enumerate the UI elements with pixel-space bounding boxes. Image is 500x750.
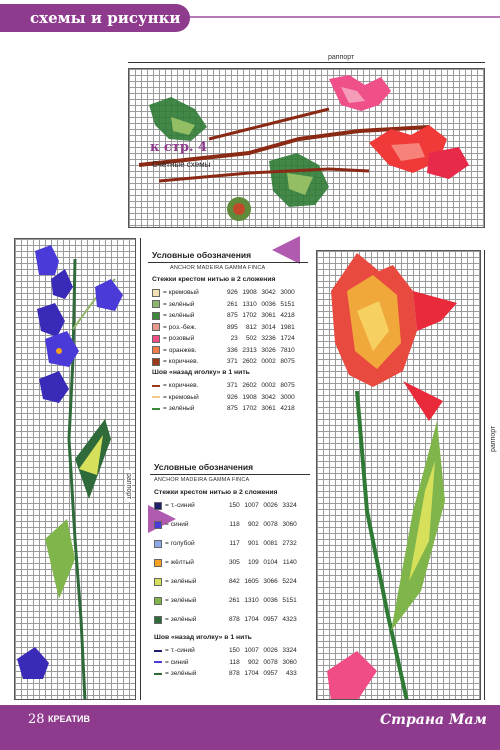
thread-code: 0002 bbox=[261, 382, 276, 389]
legend-row bbox=[152, 392, 295, 403]
thread-code: 2732 bbox=[282, 540, 297, 547]
thread-code: 5224 bbox=[282, 578, 297, 585]
equals-sign: = bbox=[163, 300, 167, 308]
stitch-line-swatch bbox=[152, 408, 160, 410]
thread-code: 875 bbox=[226, 405, 238, 412]
thread-color-name: розовый bbox=[168, 335, 195, 342]
thread-code: 878 bbox=[228, 616, 240, 623]
thread-code: 3042 bbox=[261, 393, 276, 401]
thread-code: 261 bbox=[228, 597, 240, 604]
thread-color-name: кремовый bbox=[168, 289, 199, 296]
brand-anchor: ANCHOR bbox=[170, 265, 196, 271]
thread-code: 1310 bbox=[242, 300, 257, 308]
legend-row bbox=[154, 557, 297, 568]
thread-code: 3060 bbox=[282, 521, 297, 528]
page-reference-subtitle: Счётные схемы bbox=[152, 160, 211, 169]
legend1-title: Условные обозначения bbox=[152, 250, 252, 260]
thread-code: 1310 bbox=[244, 597, 259, 604]
thread-code: 926 bbox=[226, 393, 238, 401]
thread-color-name: синий bbox=[170, 658, 189, 666]
thread-code: 2602 bbox=[242, 382, 257, 389]
thread-code: 118 bbox=[229, 658, 240, 666]
legend2-title: Условные обозначения bbox=[154, 462, 254, 472]
thread-code: 109 bbox=[247, 559, 259, 566]
thread-color-name: синий bbox=[170, 521, 189, 528]
legend-row bbox=[152, 299, 295, 310]
thread-code: 1605 bbox=[244, 578, 259, 585]
pattern-chart-bellflower bbox=[14, 238, 136, 700]
legend2-rule bbox=[150, 474, 310, 475]
equals-sign: = bbox=[165, 647, 169, 654]
thread-code: 117 bbox=[229, 540, 240, 547]
legend-row bbox=[152, 356, 295, 367]
thread-color-name: кремовый bbox=[168, 393, 199, 401]
legend-row bbox=[152, 380, 295, 391]
legend-row bbox=[152, 287, 295, 298]
thread-code: 1140 bbox=[282, 559, 297, 566]
equals-sign: = bbox=[163, 358, 167, 365]
thread-code: 1007 bbox=[244, 502, 259, 509]
rapport-line-right bbox=[484, 250, 485, 700]
thread-code: 2313 bbox=[242, 346, 257, 354]
legend2-back-title: Шов «назад иголку» в 1 нить bbox=[154, 634, 252, 641]
thread-code: 875 bbox=[226, 312, 238, 319]
color-swatch bbox=[154, 597, 162, 605]
thread-code: 0026 bbox=[263, 502, 278, 509]
thread-code: 3236 bbox=[261, 335, 276, 342]
thread-code: 3000 bbox=[280, 393, 295, 401]
legend-row bbox=[152, 403, 295, 414]
equals-sign: = bbox=[165, 658, 169, 666]
rapport-line-top bbox=[128, 62, 485, 63]
thread-code: 8075 bbox=[280, 382, 295, 389]
magazine-name: КРЕАТИВ bbox=[48, 714, 91, 724]
thread-code: 3061 bbox=[261, 312, 276, 319]
page-number: 28 bbox=[28, 712, 45, 727]
brand-madeira: MADEIRA bbox=[180, 477, 207, 483]
thread-code: 1702 bbox=[242, 405, 257, 412]
rapport-label-right: раппорт bbox=[490, 423, 497, 455]
equals-sign: = bbox=[165, 670, 169, 677]
thread-code: 1981 bbox=[280, 323, 295, 331]
legend-bellflower bbox=[150, 462, 310, 682]
thread-code: 0957 bbox=[263, 670, 278, 677]
thread-color-name: зелёный bbox=[168, 312, 195, 319]
thread-color-name: зелёный bbox=[170, 616, 197, 623]
color-swatch bbox=[154, 578, 162, 586]
section-title: схемы и рисунки bbox=[30, 9, 181, 27]
legend-tulip-cyclamen bbox=[148, 248, 308, 448]
thread-code: 0957 bbox=[263, 616, 278, 623]
legend1-brands bbox=[170, 265, 265, 271]
thread-color-name: зелёный bbox=[170, 670, 197, 677]
thread-code: 1724 bbox=[280, 335, 295, 342]
color-swatch bbox=[152, 335, 160, 343]
thread-code: 305 bbox=[228, 559, 240, 566]
legend-row bbox=[152, 345, 295, 356]
thread-code: 23 bbox=[230, 335, 238, 342]
legend1-cross-title: Стежки крестом нитью в 2 сложения bbox=[152, 276, 276, 283]
thread-code: 261 bbox=[226, 300, 238, 308]
thread-code: 371 bbox=[226, 358, 238, 365]
thread-code: 4218 bbox=[280, 405, 295, 412]
thread-code: 502 bbox=[245, 335, 257, 342]
thread-code: 901 bbox=[247, 540, 259, 547]
thread-code: 812 bbox=[245, 323, 257, 331]
thread-code: 336 bbox=[226, 346, 238, 354]
thread-code: 0104 bbox=[263, 559, 278, 566]
color-swatch bbox=[152, 289, 160, 297]
legend-row bbox=[154, 614, 297, 625]
thread-code: 3061 bbox=[261, 405, 276, 412]
equals-sign: = bbox=[165, 559, 169, 566]
legend-row bbox=[154, 538, 297, 549]
thread-code: 7810 bbox=[280, 346, 295, 354]
equals-sign: = bbox=[165, 521, 169, 528]
equals-sign: = bbox=[163, 382, 167, 389]
equals-sign: = bbox=[163, 405, 167, 412]
thread-code: 0078 bbox=[263, 521, 278, 528]
thread-code: 433 bbox=[285, 670, 297, 677]
thread-color-name: т.-синий bbox=[170, 502, 195, 509]
legend2-back-rows bbox=[154, 645, 310, 681]
color-swatch bbox=[154, 502, 162, 510]
equals-sign: = bbox=[165, 578, 169, 585]
rapport-label-top: раппорт bbox=[325, 54, 357, 61]
legend-row bbox=[154, 645, 297, 656]
header-rule bbox=[190, 16, 500, 18]
thread-code: 3042 bbox=[261, 289, 276, 296]
thread-code: 1702 bbox=[242, 312, 257, 319]
thread-code: 1007 bbox=[244, 647, 259, 654]
equals-sign: = bbox=[163, 289, 167, 296]
thread-code: 3066 bbox=[263, 578, 278, 585]
thread-code: 5151 bbox=[282, 597, 297, 604]
brand-anchor: ANCHOR bbox=[154, 477, 180, 483]
thread-code: 2602 bbox=[242, 358, 257, 365]
legend1-rule bbox=[148, 262, 308, 263]
legend-row bbox=[154, 576, 297, 587]
brand-madeira: MADEIRA bbox=[196, 265, 223, 271]
rapport-line-left bbox=[140, 238, 141, 700]
thread-color-name: зелёный bbox=[168, 300, 195, 308]
thread-code: 1704 bbox=[244, 670, 259, 677]
thread-code: 3014 bbox=[261, 323, 276, 331]
page-reference: к стр. 4 bbox=[150, 140, 208, 155]
legend-row bbox=[154, 657, 297, 668]
thread-color-name: коричнев. bbox=[168, 358, 199, 365]
thread-code: 118 bbox=[229, 521, 240, 528]
thread-code: 0081 bbox=[263, 540, 278, 547]
equals-sign: = bbox=[163, 346, 167, 354]
watermark: Страна Мам bbox=[380, 712, 487, 728]
pattern-chart-tulip bbox=[316, 250, 481, 700]
equals-sign: = bbox=[163, 312, 167, 319]
thread-code: 926 bbox=[226, 289, 238, 296]
thread-code: 4218 bbox=[280, 312, 295, 319]
color-swatch bbox=[152, 358, 160, 366]
legend-row bbox=[152, 322, 295, 333]
thread-color-name: оранжев. bbox=[168, 346, 197, 354]
equals-sign: = bbox=[165, 502, 169, 509]
equals-sign: = bbox=[165, 597, 169, 604]
thread-code: 1908 bbox=[242, 393, 257, 401]
brand-finca: FINCA bbox=[231, 477, 250, 483]
legend-row bbox=[154, 519, 297, 530]
legend-row bbox=[152, 333, 295, 344]
legend-row bbox=[152, 310, 295, 321]
brand-gamma: GAMMA bbox=[224, 265, 247, 271]
legend2-brands bbox=[154, 477, 249, 483]
thread-color-name: зелёный bbox=[170, 597, 197, 604]
thread-code: 0078 bbox=[263, 658, 278, 666]
bellflower-motif bbox=[15, 239, 136, 700]
tulip-motif bbox=[317, 251, 481, 700]
legend-row bbox=[154, 595, 297, 606]
thread-code: 878 bbox=[228, 670, 240, 677]
thread-code: 902 bbox=[247, 521, 259, 528]
thread-code: 3324 bbox=[282, 502, 297, 509]
thread-code: 150 bbox=[228, 647, 240, 654]
stitch-line-swatch bbox=[154, 673, 162, 675]
thread-color-name: коричнев. bbox=[168, 382, 199, 389]
color-swatch bbox=[152, 323, 160, 331]
legend1-back-title: Шов «назад иголку» в 1 нить bbox=[152, 369, 250, 376]
legend2-cross-title: Стежки крестом нитью в 2 сложения bbox=[154, 489, 278, 496]
thread-code: 0036 bbox=[261, 300, 276, 308]
thread-code: 902 bbox=[247, 658, 259, 666]
thread-code: 1908 bbox=[242, 289, 257, 296]
thread-code: 150 bbox=[228, 502, 240, 509]
legend2-cross-rows bbox=[154, 500, 310, 623]
thread-color-name: жёлтый bbox=[170, 559, 194, 566]
color-swatch bbox=[154, 616, 162, 624]
thread-code: 3026 bbox=[261, 346, 276, 354]
thread-code: 8075 bbox=[280, 358, 295, 365]
color-swatch bbox=[154, 559, 162, 567]
thread-color-name: зелёный bbox=[170, 578, 197, 585]
equals-sign: = bbox=[163, 393, 167, 401]
stitch-line-swatch bbox=[154, 661, 162, 663]
stitch-line-swatch bbox=[154, 650, 162, 652]
stitch-line-swatch bbox=[152, 385, 160, 387]
legend1-cross-rows bbox=[152, 287, 308, 367]
thread-code: 3324 bbox=[282, 647, 297, 654]
rapport-label-left: раппорт bbox=[125, 470, 132, 502]
thread-code: 3060 bbox=[282, 658, 297, 666]
thread-code: 0026 bbox=[263, 647, 278, 654]
thread-code: 3000 bbox=[280, 289, 295, 296]
equals-sign: = bbox=[165, 540, 169, 547]
brand-finca: FINCA bbox=[247, 265, 266, 271]
thread-color-name: зелёный bbox=[168, 405, 195, 412]
color-swatch bbox=[152, 312, 160, 320]
brand-gamma: GAMMA bbox=[208, 477, 231, 483]
legend1-back-rows bbox=[152, 380, 308, 416]
thread-code: 0002 bbox=[261, 358, 276, 365]
equals-sign: = bbox=[165, 616, 169, 623]
legend-row bbox=[154, 668, 297, 679]
color-swatch bbox=[154, 540, 162, 548]
stitch-line-swatch bbox=[152, 396, 160, 398]
thread-color-name: роз.-беж. bbox=[168, 323, 197, 331]
color-swatch bbox=[154, 521, 162, 529]
color-swatch bbox=[152, 346, 160, 354]
thread-code: 1704 bbox=[244, 616, 259, 623]
equals-sign: = bbox=[163, 323, 167, 331]
thread-color-name: т.-синий bbox=[170, 647, 195, 654]
thread-code: 5151 bbox=[280, 300, 295, 308]
thread-code: 895 bbox=[226, 323, 238, 331]
equals-sign: = bbox=[163, 335, 167, 342]
color-swatch bbox=[152, 300, 160, 308]
thread-code: 4323 bbox=[282, 616, 297, 623]
thread-code: 0036 bbox=[263, 597, 278, 604]
thread-code: 842 bbox=[228, 578, 240, 585]
thread-code: 371 bbox=[226, 382, 238, 389]
legend-row bbox=[154, 500, 297, 511]
thread-color-name: голубой bbox=[170, 540, 195, 547]
